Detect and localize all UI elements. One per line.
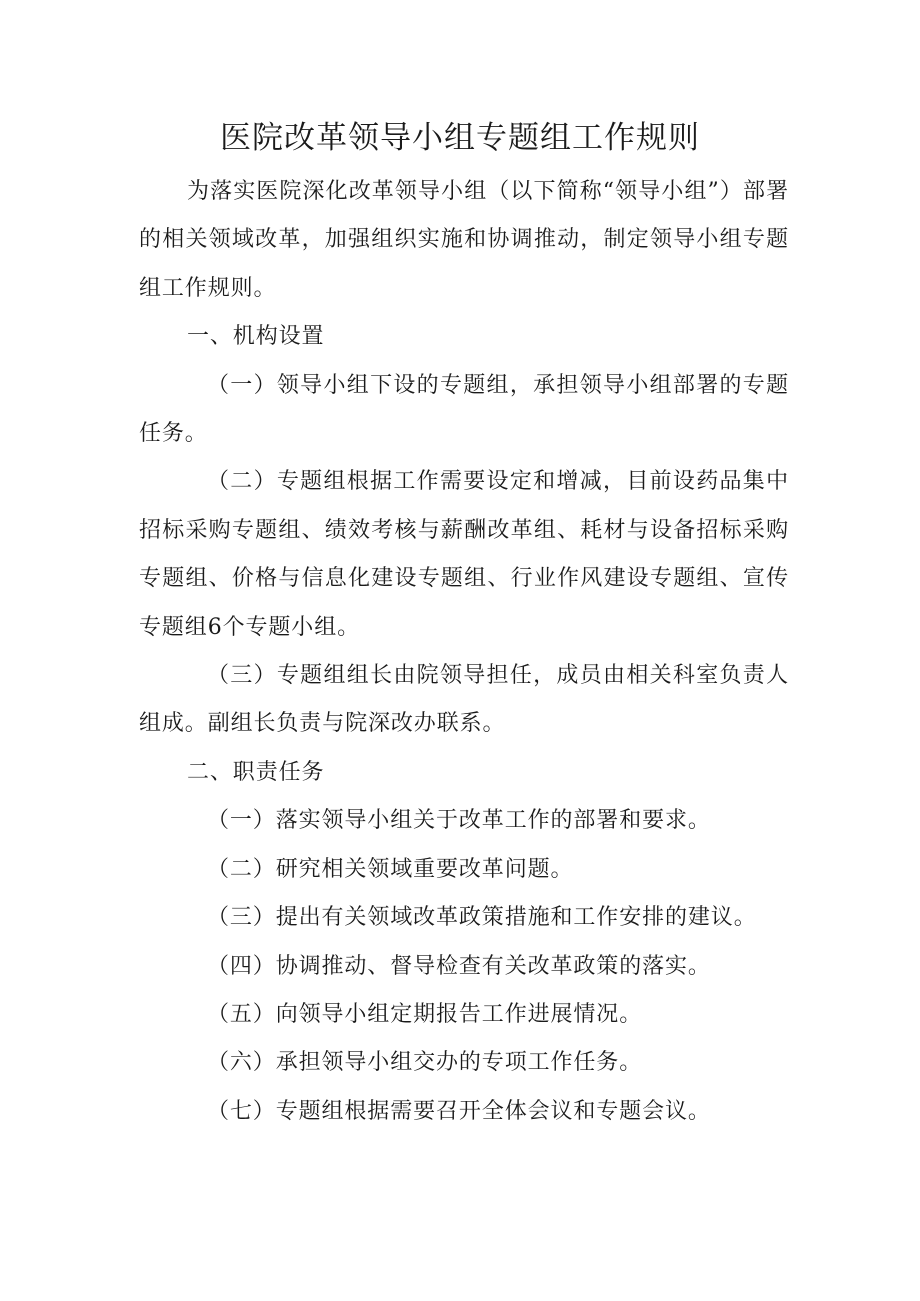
duty-item-3: （三）提出有关领域改革政策措施和工作安排的建议。 bbox=[207, 905, 757, 931]
duty-item-1: （一）落实领导小组关于改革工作的部署和要求。 bbox=[207, 808, 711, 834]
document-title: 医院改革领导小组专题组工作规则 bbox=[220, 120, 700, 156]
duty-item-6: （六）承担领导小组交办的专项工作任务。 bbox=[207, 1050, 643, 1076]
document-body bbox=[139, 168, 789, 1136]
duty-item-5: （五）向领导小组定期报告工作进展情况。 bbox=[207, 1001, 643, 1027]
intro-paragraph: 为落实医院深化改革领导小组（以下简称“领导小组”）部署的相关领域改革，加强组织实施和协调推动，制定领导小组专题组工作规则。 bbox=[139, 179, 789, 301]
organization-clause-2: （二）专题组根据工作需要设定和增减，目前设药品集中招标采购专题组、绩效考核与薪酬改革组、耗材与设备招标采购专题组、价格与信息化建设专题组、行业作风建设专题组、宣传专题组6个专题小组。 bbox=[139, 469, 789, 640]
section-heading-duties: 二、职责任务 bbox=[187, 759, 325, 785]
duty-item-2: （二）研究相关领域重要改革问题。 bbox=[207, 856, 574, 882]
duty-item-7: （七）专题组根据需要召开全体会议和专题会议。 bbox=[207, 1098, 711, 1124]
section-heading-organization: 一、机构设置 bbox=[187, 324, 325, 350]
organization-clause-1: （一）领导小组下设的专题组，承担领导小组部署的专题任务。 bbox=[139, 372, 789, 447]
duty-item-4: （四）协调推动、督导检查有关改革政策的落实。 bbox=[207, 953, 711, 979]
organization-clause-3: （三）专题组组长由院领导担任，成员由相关科室负责人组成。副组长负责与院深改办联系。 bbox=[139, 663, 789, 737]
